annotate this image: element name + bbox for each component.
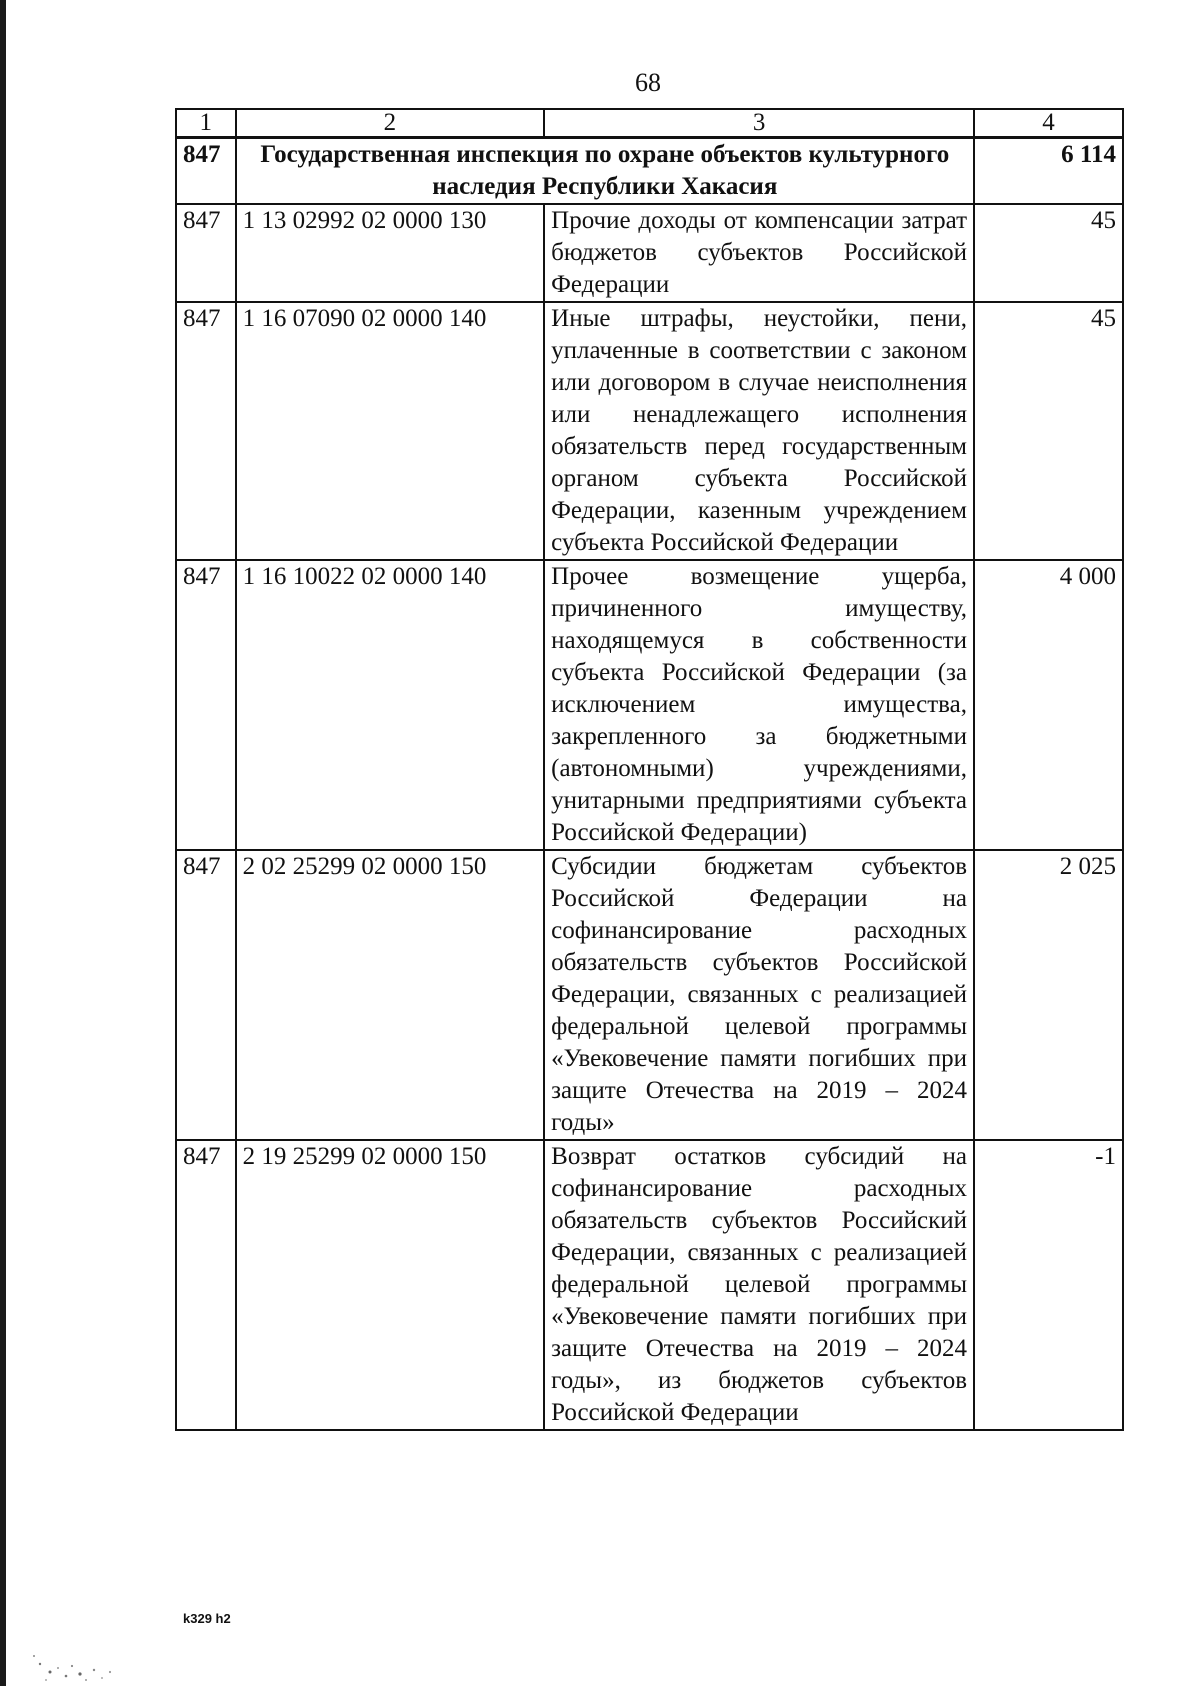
row-amount: 4 000 (974, 560, 1123, 850)
row-admin-code: 847 (176, 1140, 236, 1430)
column-number-2: 2 (236, 109, 545, 138)
row-amount: 45 (974, 204, 1123, 302)
column-number-1: 1 (176, 109, 236, 138)
table-row (176, 204, 1123, 302)
scan-left-edge (0, 0, 6, 1686)
table-row (176, 1140, 1123, 1430)
page-number: 68 (635, 68, 661, 97)
row-description: Прочее возмещение ущерба, причиненного имуществу, находящемуся в собственности субъекта Российской Федерации (за исключением имущества, закрепленного за бюджетными (автономными) учреждениями, унитарными предприятиями субъекта Российской Федерации) (544, 560, 974, 850)
column-number-row (176, 109, 1123, 138)
row-amount: 2 025 (974, 850, 1123, 1140)
column-number-4: 4 (974, 109, 1123, 138)
row-revenue-code: 1 13 02992 02 0000 130 (236, 204, 545, 302)
row-description: Субсидии бюджетам субъектов Российской Федерации на софинансирование расходных обязательств субъектов Российской Федерации, связанных с реализацией федеральной целевой программы «Увековечение памяти погибших при защите Отечества на 2019 – 2024 годы» (544, 850, 974, 1140)
row-admin-code: 847 (176, 302, 236, 560)
table-row (176, 560, 1123, 850)
footer-document-code: k329 h2 (183, 1611, 231, 1626)
section-row (176, 138, 1123, 205)
section-admin-code: 847 (176, 138, 236, 205)
section-title: Государственная инспекция по охране объектов культурного наследия Республики Хакасия (236, 138, 974, 205)
row-admin-code: 847 (176, 560, 236, 850)
row-amount: 45 (974, 302, 1123, 560)
revenue-table (175, 108, 1124, 1431)
row-description: Иные штрафы, неустойки, пени, уплаченные в соответствии с законом или договором в случае неисполнения или ненадлежащего исполнения обязательств перед государственным органом субъекта Российской Федерации, казенным учреждением субъекта Российской Федерации (544, 302, 974, 560)
row-revenue-code: 2 19 25299 02 0000 150 (236, 1140, 545, 1430)
table-row (176, 302, 1123, 560)
row-description: Прочие доходы от компенсации затрат бюджетов субъектов Российской Федерации (544, 204, 974, 302)
row-admin-code: 847 (176, 850, 236, 1140)
scan-noise-specks (20, 1650, 130, 1686)
table-row (176, 850, 1123, 1140)
row-amount: -1 (974, 1140, 1123, 1430)
row-description: Возврат остатков субсидий на софинансирование расходных обязательств субъектов Российский Федерации, связанных с реализацией федеральной целевой программы «Увековечение памяти погибших при защите Отечества на 2019 – 2024 годы», из бюджетов субъектов Российской Федерации (544, 1140, 974, 1430)
row-admin-code: 847 (176, 204, 236, 302)
row-revenue-code: 2 02 25299 02 0000 150 (236, 850, 545, 1140)
column-number-3: 3 (544, 109, 974, 138)
row-revenue-code: 1 16 07090 02 0000 140 (236, 302, 545, 560)
row-revenue-code: 1 16 10022 02 0000 140 (236, 560, 545, 850)
section-amount: 6 114 (974, 138, 1123, 205)
